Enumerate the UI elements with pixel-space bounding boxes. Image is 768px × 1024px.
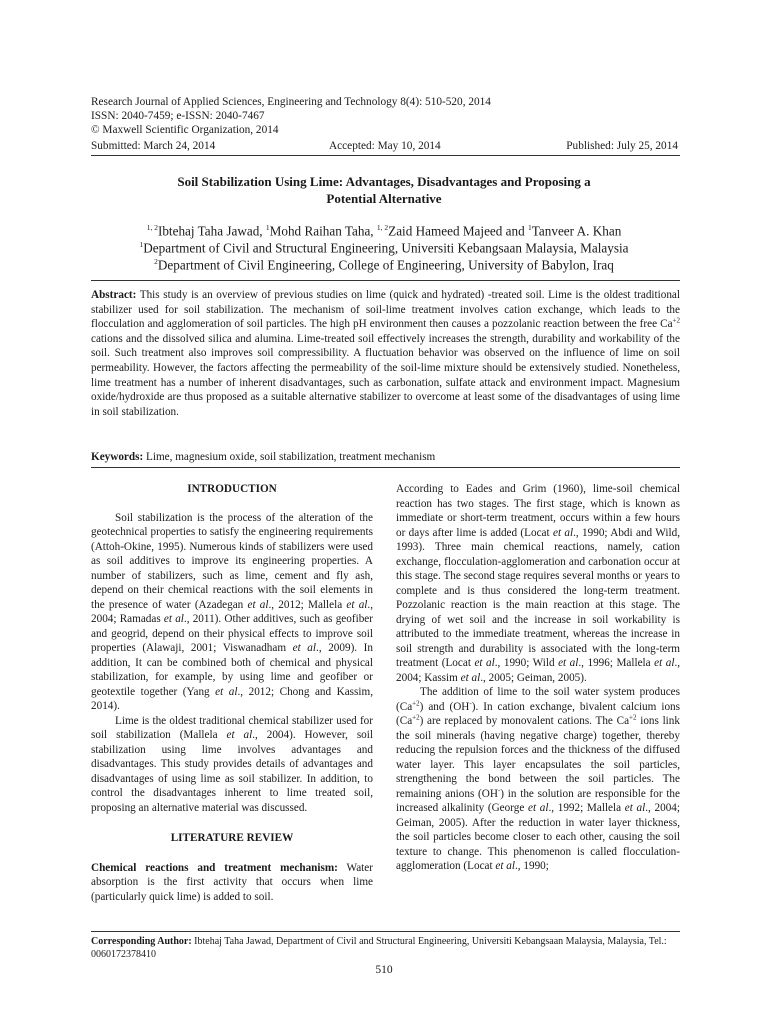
published-date: Published: July 25, 2014 [566,140,678,152]
literature-review-heading: LITERATURE REVIEW [170,832,294,844]
keywords: Keywords: Lime, magnesium oxide, soil stabilization, treatment mechanism [91,451,436,463]
right-paragraph-2: The addition of lime to the soil water system produces $(Ca^{+2})$ and (OH-). In cation exchange, bivalent calcium ions $(Ca^{+2})$ are replaced by monovalent cations. The $Ca^{+2}$ ions link the soil minerals (having negative charge) together, thereby reducing the repulsion forces and the thickness of the diffused water layer. This layer encapsulates the soil particles, strengthening the bond between the soil particles. The remaining anions (OH-) in the solution are responsible for the increased alkalinity (George et al., 1992; Mallela et al., 2004; Geiman, 2005). After the reduction in water layer thickness, the soil particles become closer to each other, causing the soil texture to change. This phenomenon is called flocculation-agglomeration (Locat et al., 1990; [396,686,681,872]
left-column [91,482,373,904]
introduction-heading: INTRODUCTION [187,483,277,495]
author-list: $^{1, 2}$Ibtehaj Taha Jawad, $^1$Mohd Raihan Taha, $^{1, 2}$Zaid Hameed Majeed and $^1$Tanveer A. Khan [146,223,622,239]
abstract: Abstract: This study is an overview of previous studies on lime (quick and hydrated) -treated soil. Lime is the oldest traditional stabilizer used for soil stabilization. The mechanism of soil-lime treatment involves cation exchange, which leads to the flocculation and agglomeration of soil particles. The high pH environment then causes a pozzolanic reaction between the free $Ca^{+2}$ cations and the dissolved silica and alumina. Lime-treated soil effectively increases the strength, durability and workability of the soil. Such treatment also improves soil compressibility. A fluctuation behavior was observed on the influence of lime on soil permeability. However, the factors affecting the permeability of the soil-lime mixture should be extensively studied. Nonetheless, lime treatment has a number of inherent disadvantages, such as carbonation, sulfate attack and environment impact. Magnesium oxide/hydroxide are thus proposed as a suitable alternative stabilizer to overcome at least some of the disadvantages of using lime in soil stabilization. [91,289,680,418]
page-number: 510 [375,964,393,976]
right-column [396,482,680,874]
corresponding-author: Corresponding Author: Ibtehaj Taha Jawad, Department of Civil and Structural Engineering, Universiti Kebangsaan Malaysia, Malaysia, Tel.: 0060172378410 [91,936,667,960]
issn-line: ISSN: 2040-7459; e-ISSN: 2040-7467 [91,110,265,122]
paper-title-line2: Potential Alternative [326,191,442,206]
paper-title-line1: Soil Stabilization Using Lime: Advantages, Disadvantages and Proposing a [177,174,591,189]
keywords-rule [91,467,680,468]
right-paragraph-1: According to Eades and Grim (1960), lime-soil chemical reaction has two stages. The first stage, which is known as immediate or short-term treatment, occurs within a few hours or days after lime is added (Locat et al., 1990; Abdi and Wild, 1993). Three main chemical reactions, namely, cation exchange, flocculation-agglomeration and carbonation occur at this stage. The second stage requires several months or years to complete and is thus considered the long-term treatment. Pozzolanic reaction is the main reaction at this stage. The drying of wet soil and the increase in soil workability is attributed to the immediate treatment, whereas the increase in soil strength and durability is associated with the long-term treatment (Locat et al., 1990; Wild et al., 1996; Mallela et al., 2004; Kassim et al., 2005; Geiman, 2005). [396,483,681,684]
footer-rule [91,931,680,932]
affiliation-1: $^1$Department of Civil and Structural Engineering, Universiti Kebangsaan Malaysia, Malaysia [139,240,629,256]
submitted-date: Submitted: March 24, 2014 [91,140,216,152]
literature-paragraph-1: Chemical reactions and treatment mechanism: Water absorption is the first activity that occurs when lime (particularly quick lime) is added to soil. [91,861,373,903]
intro-paragraph-2: Lime is the oldest traditional chemical stabilizer used for soil stabilization (Mallela et al., 2004). However, soil stabilization using lime involves advantages and disadvantages. This study provides details of advantages and disadvantages of using lime as soil stabilizer. In addition, to control the disadvantages inherent to lime treated soil, proposing an alternative material was discussed. [91,714,373,814]
journal-line: Research Journal of Applied Sciences, Engineering and Technology 8(4): 510-520, 2014 [91,96,491,108]
affiliation-2: $^2$Department of Civil Engineering, College of Engineering, University of Babylon, Iraq [154,257,614,273]
abstract-top-rule [91,280,680,281]
copyright-line: © Maxwell Scientific Organization, 2014 [91,124,279,136]
header-rule [91,155,680,156]
intro-paragraph-1: Soil stabilization is the process of the alteration of the geotechnical properties to satisfy the engineering requirements (Attoh-Okine, 1995). Numerous kinds of stabilizers were used as soil additives to improve its engineering properties. A number of stabilizers, such as lime, cement and fly ash, depend on their chemical reactions with the soil elements in the presence of water (Azadegan et al., 2012; Mallela et al., 2004; Ramadas et al., 2011). Other additives, such as geofiber and geogrid, depend on their physical effects to improve soil properties (Alawaji, 2001; Viswanadham et al., 2009). In addition, It can be combined both of chemical and physical stabilization, for example, by using lime and geofiber or geotextile together (Yang et al., 2012; Chong and Kassim, 2014). [91,511,374,712]
accepted-date: Accepted: May 10, 2014 [329,140,441,152]
